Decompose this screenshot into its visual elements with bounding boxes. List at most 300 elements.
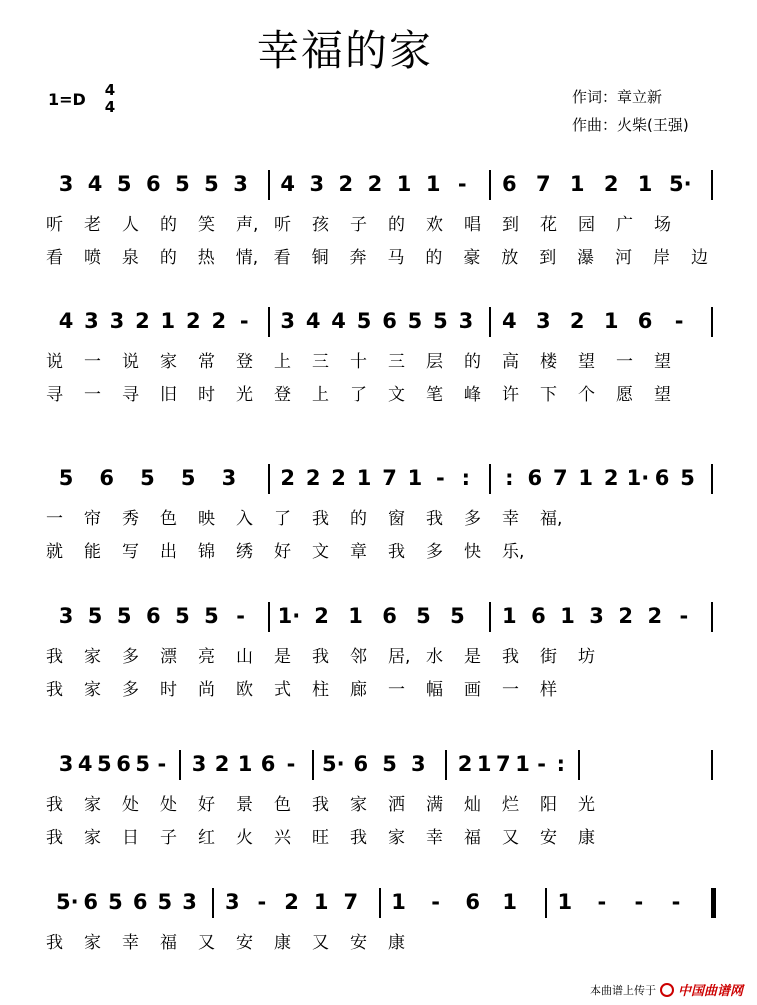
- note: 5: [87, 604, 103, 628]
- lyric-char: 到: [502, 215, 519, 235]
- lyric-char: 欧: [236, 680, 253, 700]
- note: 3: [191, 752, 207, 776]
- lyric-char: 火: [236, 828, 253, 848]
- bar-line: [489, 170, 491, 200]
- note: -: [457, 172, 467, 196]
- note: 3: [410, 752, 426, 776]
- note: 6: [637, 309, 653, 333]
- bar-line: [312, 750, 314, 780]
- note: 3: [458, 309, 474, 333]
- note: 5: [382, 752, 397, 776]
- lyric-char: 康: [578, 828, 595, 848]
- lyric-char: 幸: [122, 933, 139, 953]
- lyric-char: 能: [84, 542, 101, 562]
- lyric-char: 看: [273, 248, 291, 268]
- lyric-char: 我: [46, 647, 63, 667]
- note: 2: [367, 172, 383, 196]
- lyric-char: 说: [46, 352, 63, 372]
- note: 3: [221, 466, 237, 490]
- note: 2: [603, 466, 619, 490]
- note: 3: [58, 752, 74, 776]
- lyric-char: 十: [350, 352, 367, 372]
- lyric-char: 广: [616, 215, 633, 235]
- lyric-char: 一: [84, 385, 101, 405]
- time-signature: [103, 82, 117, 116]
- note: 1: [578, 466, 594, 490]
- note: 2: [305, 466, 321, 490]
- lyric-char: 望: [578, 352, 595, 372]
- notes-line: [0, 886, 757, 956]
- note: 1: [515, 752, 530, 776]
- note: 4: [280, 172, 295, 196]
- note: 6: [465, 890, 480, 914]
- lyric-char: 邻: [350, 647, 367, 667]
- bar-line: [711, 888, 716, 918]
- lyric-char: 多: [122, 647, 139, 667]
- lyric-char: 高: [502, 352, 519, 372]
- meter-top: 4: [104, 81, 116, 99]
- lyric-char: 寻: [46, 385, 63, 405]
- lyric-char: 兴: [274, 828, 291, 848]
- note: -: [436, 466, 445, 490]
- bar-line: [489, 307, 491, 337]
- bar-line: [379, 888, 381, 918]
- lyric-char: 花: [540, 215, 557, 235]
- note: -: [236, 604, 245, 628]
- lyric-char: 居,: [388, 647, 411, 667]
- note: 1·: [626, 466, 650, 490]
- lyric-char: 幅: [426, 680, 443, 700]
- bar-line: [268, 602, 270, 632]
- note: 2: [569, 309, 585, 333]
- note: 3: [84, 309, 99, 333]
- note: 6: [260, 752, 276, 776]
- lyric-char: 放: [501, 248, 519, 268]
- note: 2: [280, 466, 295, 490]
- lyric-char: 安: [540, 828, 557, 848]
- note: 4: [77, 752, 93, 776]
- lyricist-credit: 作词：章立新: [572, 88, 663, 106]
- note: 5: [433, 309, 448, 333]
- lyric-char: 峰: [464, 385, 481, 405]
- lyric-char: 笔: [426, 385, 443, 405]
- note: 6: [116, 752, 131, 776]
- lyric-char: 听: [274, 215, 291, 235]
- note: 5: [680, 466, 695, 490]
- lyric-char: 是: [464, 647, 481, 667]
- lyric-char: 边: [691, 248, 708, 268]
- note: -: [679, 604, 689, 628]
- bar-line: [711, 307, 713, 337]
- lyric-char: 我: [46, 680, 63, 700]
- lyric-char: 景: [236, 795, 253, 815]
- note: 6: [145, 172, 161, 196]
- note: :: [461, 466, 471, 490]
- note: 5: [416, 604, 431, 628]
- note: 1: [502, 604, 517, 628]
- lyric-char: 我: [312, 647, 329, 667]
- lyric-char: 文: [388, 385, 405, 405]
- lyric-char: 一: [46, 509, 63, 529]
- lyric-char: 许: [502, 385, 519, 405]
- meter-bottom: 4: [104, 98, 116, 116]
- note: 7: [535, 172, 551, 196]
- note: 5: [180, 466, 196, 490]
- lyric-char: 孩: [312, 215, 329, 235]
- note: 2: [647, 604, 663, 628]
- note: -: [537, 752, 547, 776]
- lyric-char: 热: [197, 248, 215, 268]
- lyric-char: 寻: [122, 385, 139, 405]
- note: 4: [305, 309, 321, 333]
- note: -: [597, 890, 607, 914]
- note: 1: [356, 466, 372, 490]
- lyric-char: 望: [654, 352, 671, 372]
- note: -: [257, 890, 267, 914]
- note: 7: [496, 752, 511, 776]
- lyric-char: 一: [616, 352, 633, 372]
- bar-line: [711, 602, 713, 632]
- lyric-char: 又: [312, 933, 329, 953]
- bar-line: [489, 602, 491, 632]
- bar-line: [545, 888, 547, 918]
- note: 2: [338, 172, 354, 196]
- note: 3: [58, 604, 74, 628]
- song-title: 幸福的家: [256, 26, 433, 75]
- note: 5: [108, 890, 123, 914]
- lyric-char: 的: [464, 352, 481, 372]
- lyric-char: 日: [122, 828, 139, 848]
- note: 2: [284, 890, 299, 914]
- note: 3: [109, 309, 125, 333]
- lyric-char: 好: [198, 795, 215, 815]
- lyric-char: 听: [46, 215, 63, 235]
- lyric-char: 窗: [388, 509, 405, 529]
- lyric-char: 漂: [160, 647, 177, 667]
- bar-line: [711, 464, 713, 494]
- lyric-char: 画: [464, 680, 481, 700]
- note: 6: [531, 604, 546, 628]
- lyric-char: 章: [350, 542, 367, 562]
- note: 2: [214, 752, 230, 776]
- note: 5: [116, 172, 132, 196]
- note: 6: [502, 172, 517, 196]
- lyric-char: 上: [312, 385, 329, 405]
- lyric-char: 福,: [540, 509, 563, 529]
- lyric-char: 样: [540, 680, 557, 700]
- lyric-char: 又: [198, 933, 215, 953]
- note: 5: [407, 309, 423, 333]
- lyric-char: 园: [578, 215, 595, 235]
- note: 3: [589, 604, 604, 628]
- bar-line: [268, 170, 270, 200]
- bar-line: [711, 750, 713, 780]
- note: 1: [569, 172, 585, 196]
- lyric-char: 了: [274, 509, 291, 529]
- lyric-char: 下: [540, 385, 557, 405]
- lyric-char: 河: [615, 248, 633, 268]
- bar-line: [489, 464, 491, 494]
- lyric-char: 我: [46, 828, 63, 848]
- lyric-char: 欢: [426, 215, 443, 235]
- lyric-char: 安: [350, 933, 367, 953]
- lyric-char: 上: [274, 352, 291, 372]
- note: 1: [391, 890, 406, 914]
- note: 5: [58, 466, 74, 490]
- note: 1: [425, 172, 441, 196]
- note: 3: [280, 309, 295, 333]
- lyric-char: 幸: [426, 828, 443, 848]
- note: 2: [135, 309, 150, 333]
- lyric-char: 福: [464, 828, 481, 848]
- note: 5: [175, 604, 190, 628]
- lyric-char: 洒: [388, 795, 405, 815]
- lyric-char: 我: [312, 795, 329, 815]
- note: 1: [237, 752, 253, 776]
- note: 3: [182, 890, 197, 914]
- note: 4: [87, 172, 103, 196]
- note: 1: [502, 890, 517, 914]
- note: :: [505, 466, 514, 490]
- note: 5: [157, 890, 173, 914]
- lyric-char: 阳: [540, 795, 557, 815]
- lyric-char: 一: [84, 352, 101, 372]
- note: 3: [224, 890, 240, 914]
- lyric-char: 光: [236, 385, 253, 405]
- lyric-char: 我: [350, 828, 367, 848]
- lyric-char: 柱: [312, 680, 329, 700]
- site-name: 中国曲谱网: [677, 984, 743, 999]
- lyric-char: 唱: [464, 215, 481, 235]
- note: -: [634, 890, 644, 914]
- lyric-char: 光: [578, 795, 595, 815]
- note: 5·: [56, 890, 79, 914]
- bar-line: [445, 750, 447, 780]
- lyric-char: 我: [502, 647, 519, 667]
- lyric-char: 亮: [198, 647, 215, 667]
- lyric-char: 就: [46, 542, 63, 562]
- lyric-char: 到: [539, 248, 557, 268]
- note: 2: [603, 172, 619, 196]
- note: 3: [233, 172, 248, 196]
- lyric-char: 子: [160, 828, 177, 848]
- lyric-char: 处: [122, 795, 139, 815]
- note: 7: [552, 466, 568, 490]
- lyric-char: 时: [198, 385, 215, 405]
- key-signature: 1=D: [48, 90, 86, 109]
- lyric-char: 色: [274, 795, 291, 815]
- lyric-char: 色: [160, 509, 177, 529]
- bar-line: [711, 170, 713, 200]
- note: -: [671, 890, 681, 914]
- note: 1: [348, 604, 363, 628]
- lyric-char: 愿: [616, 385, 633, 405]
- lyric-char: 康: [388, 933, 405, 953]
- note: 3: [535, 309, 551, 333]
- lyric-char: 楼: [540, 352, 557, 372]
- lyric-char: 我: [426, 509, 443, 529]
- note: 1: [637, 172, 653, 196]
- lyric-char: 场: [654, 215, 671, 235]
- footer-text: 本曲谱上传于: [589, 983, 656, 997]
- lyric-char: 岸: [653, 248, 671, 268]
- lyric-char: 多: [122, 680, 139, 700]
- note: -: [157, 752, 167, 776]
- lyric-char: 看: [46, 248, 63, 268]
- notes-line: [0, 305, 757, 375]
- note: 6: [654, 466, 670, 490]
- lyric-char: 三: [312, 352, 329, 372]
- note: 6: [99, 466, 115, 490]
- note: -: [674, 309, 684, 333]
- lyric-char: 我: [312, 509, 329, 529]
- lyric-char: 家: [84, 828, 101, 848]
- lyric-char: 是: [274, 647, 291, 667]
- lyric-char: 水: [426, 647, 443, 667]
- lyric-char: 山: [236, 647, 253, 667]
- note: 5: [140, 466, 155, 490]
- note: 6: [527, 466, 543, 490]
- note: 1: [313, 890, 329, 914]
- lyric-char: 说: [122, 352, 139, 372]
- lyric-char: 我: [46, 795, 63, 815]
- lyric-char: 家: [160, 352, 177, 372]
- site-logo-icon: [660, 983, 674, 997]
- bar-line: [578, 750, 580, 780]
- lyric-char: 望: [654, 385, 671, 405]
- note: 3: [309, 172, 325, 196]
- note: 6: [132, 890, 148, 914]
- lyric-char: 秀: [122, 509, 139, 529]
- note: 6: [83, 890, 99, 914]
- lyric-char: 快: [464, 542, 481, 562]
- lyric-char: 泉: [121, 248, 139, 268]
- lyric-char: 安: [236, 933, 253, 953]
- footer-watermark: [590, 980, 743, 999]
- note: 2: [618, 604, 634, 628]
- note: -: [239, 309, 249, 333]
- lyric-char: 个: [578, 385, 595, 405]
- lyric-char: 帘: [84, 509, 101, 529]
- note: -: [286, 752, 296, 776]
- note: 4: [331, 309, 346, 333]
- note: 6: [353, 752, 369, 776]
- note: 7: [382, 466, 397, 490]
- lyric-char: 马: [387, 248, 405, 268]
- lyric-char: 式: [274, 680, 291, 700]
- lyric-char: 旧: [160, 385, 177, 405]
- lyric-char: 的: [160, 215, 177, 235]
- note: 5: [204, 604, 219, 628]
- lyric-char: 的: [159, 248, 177, 268]
- lyric-char: 尚: [198, 680, 215, 700]
- lyric-char: 康: [274, 933, 291, 953]
- lyric-char: 家: [84, 795, 101, 815]
- composer-credit: 作曲：火柴(王强): [572, 116, 689, 134]
- lyric-char: 常: [198, 352, 215, 372]
- note: -: [431, 890, 440, 914]
- note: 5: [175, 172, 190, 196]
- lyric-char: 一: [388, 680, 405, 700]
- note: 1: [560, 604, 575, 628]
- lyric-char: 的: [425, 248, 443, 268]
- lyric-char: 老: [84, 215, 101, 235]
- lyric-char: 坊: [578, 647, 595, 667]
- lyric-char: 登: [274, 385, 291, 405]
- lyric-char: 人: [122, 215, 139, 235]
- bar-line: [212, 888, 214, 918]
- lyric-char: 出: [160, 542, 177, 562]
- lyric-char: 福: [160, 933, 177, 953]
- lyric-char: 文: [312, 542, 329, 562]
- lyric-char: 声,: [236, 215, 259, 235]
- lyric-char: 铜: [311, 248, 329, 268]
- note: 4: [58, 309, 74, 333]
- lyric-char: 绣: [236, 542, 253, 562]
- lyric-char: 旺: [312, 828, 329, 848]
- lyric-char: 家: [84, 647, 101, 667]
- lyric-char: 家: [388, 828, 405, 848]
- lyric-char: 我: [388, 542, 405, 562]
- note: :: [556, 752, 566, 776]
- lyric-char: 烂: [502, 795, 519, 815]
- lyric-char: 时: [160, 680, 177, 700]
- lyric-char: 的: [350, 509, 367, 529]
- note: 2: [331, 466, 346, 490]
- lyric-char: 三: [388, 352, 405, 372]
- note: 6: [382, 604, 397, 628]
- note: 5: [204, 172, 219, 196]
- lyric-char: 红: [198, 828, 215, 848]
- lyric-char: 家: [84, 933, 101, 953]
- note: 5: [116, 604, 132, 628]
- note: 1: [396, 172, 412, 196]
- lyric-char: 了: [350, 385, 367, 405]
- lyric-char: 多: [426, 542, 443, 562]
- lyric-char: 入: [236, 509, 253, 529]
- lyric-char: 灿: [464, 795, 481, 815]
- lyric-char: 幸: [502, 509, 519, 529]
- notes-line: [0, 748, 757, 818]
- note: 1: [476, 752, 492, 776]
- lyric-char: 锦: [198, 542, 215, 562]
- note: 2: [314, 604, 329, 628]
- note: 3: [58, 172, 74, 196]
- note: 5·: [322, 752, 345, 776]
- lyric-char: 乐,: [502, 542, 525, 562]
- bar-line: [268, 464, 270, 494]
- lyric-char: 豪: [463, 248, 481, 268]
- note: 2: [185, 309, 201, 333]
- notes-line: [0, 462, 757, 532]
- lyric-char: 情,: [235, 248, 259, 268]
- bar-line: [268, 307, 270, 337]
- note: 5: [97, 752, 112, 776]
- note: 1·: [277, 604, 301, 628]
- lyric-char: 好: [274, 542, 291, 562]
- lyric-char: 处: [160, 795, 177, 815]
- note: 5: [135, 752, 150, 776]
- note: 6: [382, 309, 397, 333]
- note: 7: [343, 890, 359, 914]
- bar-line: [179, 750, 181, 780]
- lyric-char: 廊: [350, 680, 367, 700]
- lyric-char: 多: [464, 509, 481, 529]
- note: 1: [407, 466, 423, 490]
- note: 1: [603, 309, 619, 333]
- note: 6: [145, 604, 161, 628]
- lyric-char: 子: [350, 215, 367, 235]
